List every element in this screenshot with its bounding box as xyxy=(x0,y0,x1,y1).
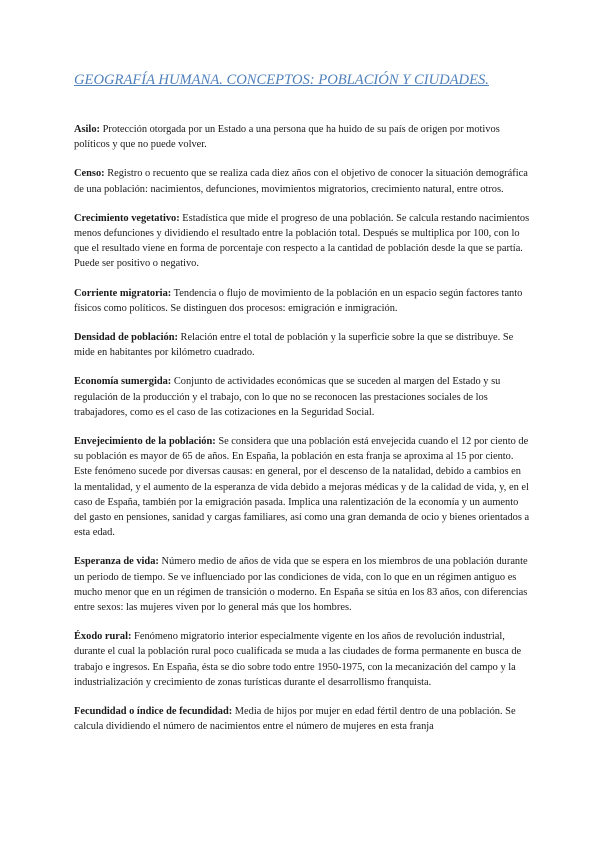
definition-entry-exodo-rural xyxy=(74,629,530,690)
definition-entry-economia-sumergida xyxy=(74,374,530,420)
definition-entry-corriente-migratoria xyxy=(74,286,530,316)
definition-term: Censo: xyxy=(74,168,105,180)
definition-text: Protección otorgada por un Estado a una persona que ha huido de su país de origen por motivos políticos y que no puede volver. xyxy=(74,124,500,151)
definition-text: Tendencia o flujo de movimiento de la población en un espacio según factores tanto físicos como políticos. Se distinguen dos procesos: emigración e inmigración. xyxy=(74,287,523,314)
definition-term: Economía sumergida: xyxy=(74,376,172,388)
definition-text: Media de hijos por mujer en edad fértil dentro de una población. Se calcula dividiendo el número de nacimientos entre el número de mujeres en esta franja xyxy=(74,706,516,733)
definition-entry-fecundidad xyxy=(74,704,530,734)
definition-entry-censo xyxy=(74,166,530,196)
definition-text: Estadística que mide el progreso de una población. Se calcula restando nacimientos menos defunciones y dividiendo el resultado entre la población total. Después se multiplica por 100, con lo que el resultado viene en forma de porcentaje con respecto a la cantidad de población desde la que se partía. Puede ser positivo o negativo. xyxy=(74,212,530,270)
definition-term: Esperanza de vida: xyxy=(74,556,159,568)
definition-entry-densidad-de-poblacion xyxy=(74,330,530,360)
page-title: GEOGRAFÍA HUMANA. CONCEPTOS: POBLACIÓN Y CIUDADES. xyxy=(74,72,489,88)
definition-text: Número medio de años de vida que se espera en los miembros de una población durante un periodo de tiempo. Se ve influenciado por las condiciones de vida, con lo que en un régimen antiguo es mucho menor que en un régimen de transición o moderno. En España se sitúa en los 83 años, con diferencias entre sexos: las mujeres viven por lo general más que los hombres. xyxy=(74,556,528,614)
definitions-list xyxy=(74,122,530,749)
definition-text: Fenómeno migratorio interior especialmente vigente en los años de revolución industrial, durante el cual la población rural poco cualificada se muda a las ciudades de forma permanente en busca de trabajo e ingresos. En España, ésta se dio sobre todo entre 1950-1975, con la mecanización del campo y la industrialización y crecimiento de zonas turísticas durante el desarrollismo franquista. xyxy=(74,631,522,688)
definition-term: Densidad de población: xyxy=(74,332,178,344)
definition-entry-esperanza-de-vida xyxy=(74,554,530,615)
definition-term: Envejecimiento de la población: xyxy=(74,436,216,448)
definition-term: Corriente migratoria: xyxy=(74,287,172,299)
definition-entry-envejecimiento xyxy=(74,434,530,540)
definition-text: Registro o recuento que se realiza cada diez años con el objetivo de conocer la situación demográfica de una población: nacimientos, defunciones, movimientos migratorios, crecimiento natural, entre otros. xyxy=(74,168,528,195)
definition-term: Crecimiento vegetativo: xyxy=(74,212,180,224)
definition-text: Se considera que una población está envejecida cuando el 12 por ciento de su población es mayor de 65 de años. En España, la población en esta franja se aproxima al 15 por ciento. Este fenómeno sucede por diversas causas: en general, por el descenso de la natalidad, debido a cambios en la mentalidad, y el aumento de la esperanza de vida debido a mejoras médicas y de la calidad de vida, y, en el caso de España, también por la emigración pasada. Implica una ralentización de la economía y un aumento del gasto en pensiones, sanidad y cargas familiares, así como una gran demanda de ocio y bienes orientados a esta edad. xyxy=(74,436,530,539)
definition-term: Fecundidad o índice de fecundidad: xyxy=(74,706,233,718)
definition-text: Conjunto de actividades económicas que se suceden al margen del Estado y su regulación de la producción y el trabajo, con lo que no se reconocen las prestaciones sociales de los trabajadores, como es el caso de las cotizaciones en la Seguridad Social. xyxy=(74,376,501,418)
definition-entry-crecimiento-vegetativo xyxy=(74,211,530,272)
definition-text: Relación entre el total de población y la superficie sobre la que se distribuye. Se mide en habitantes por kilómetro cuadrado. xyxy=(74,332,514,359)
definition-term: Éxodo rural: xyxy=(74,631,132,643)
definition-entry-asilo xyxy=(74,122,530,152)
definition-term: Asilo: xyxy=(74,124,100,135)
